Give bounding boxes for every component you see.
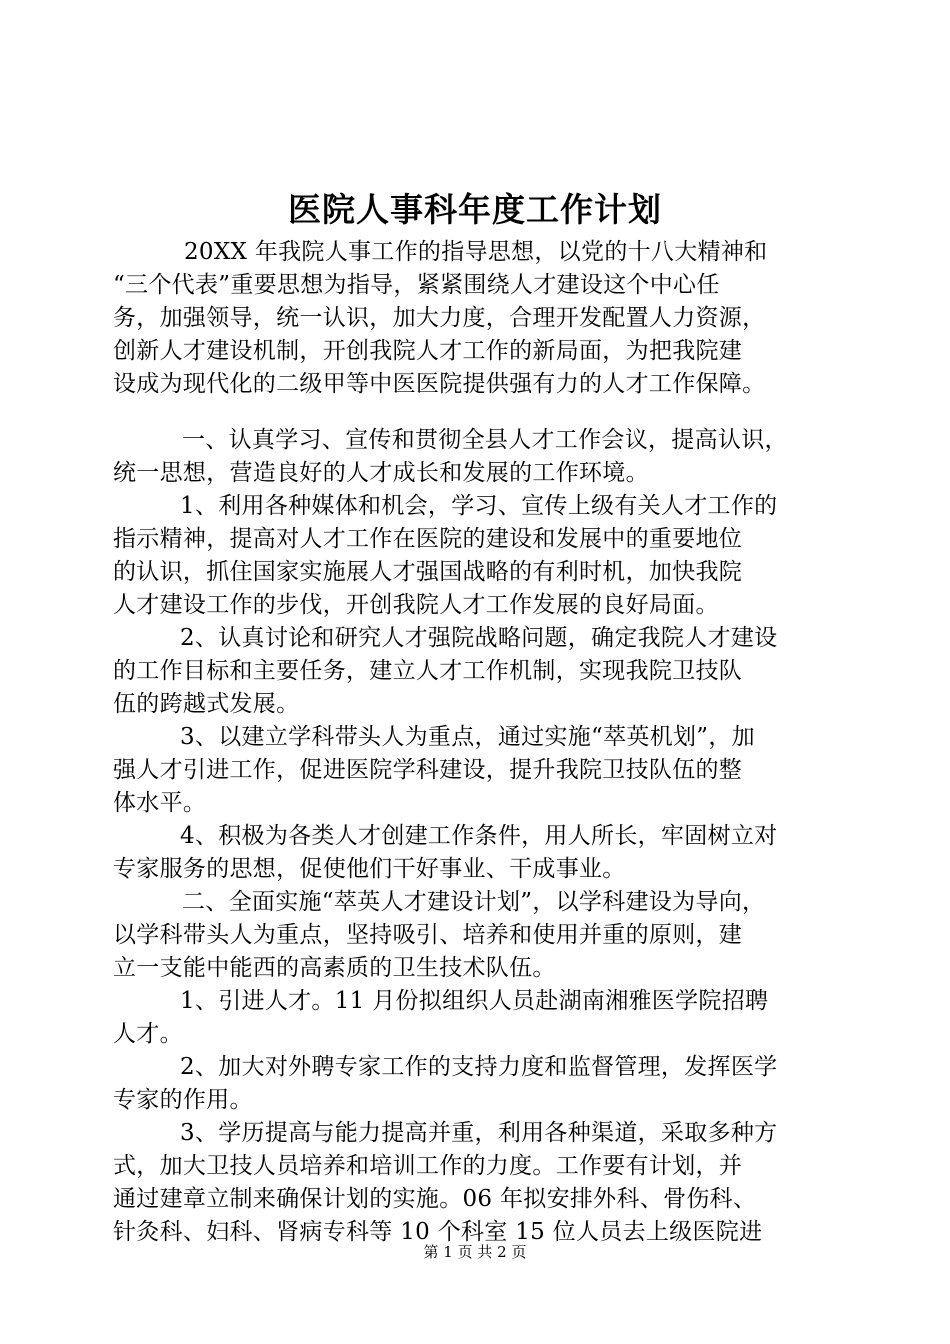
paragraph-line: 务，加强领导，统一认识，加大力度，合理开发配置人力资源， (113, 305, 766, 331)
paragraph-line: 人才。 (113, 1021, 183, 1047)
paragraph-line: 20XX 年我院人事工作的指导思想，以党的十八大精神和 (184, 239, 768, 265)
paragraph-line: 2、认真讨论和研究人才强院战略问题，确定我院人才建设 (180, 625, 778, 651)
paragraph-line: 的认识，抓住国家实施展人才强国战略的有利时机，加快我院 (113, 559, 743, 585)
paragraph-line: 4、积极为各类人才创建工作条件，用人所长，牢固树立对 (180, 823, 778, 849)
paragraph-line: 设成为现代化的二级甲等中医医院提供强有力的人才工作保障。 (113, 371, 766, 397)
section-heading-line: 二、全面实施“萃英人才建设计划”，以学科建设为导向， (182, 889, 766, 915)
paragraph-line: 1、利用各种媒体和机会，学习、宣传上级有关人才工作的 (180, 493, 778, 519)
paragraph-line: 伍的跨越式发展。 (113, 691, 300, 717)
paragraph-line: 人才建设工作的步伐，开创我院人才工作发展的良好局面。 (113, 592, 719, 618)
page-title: 医院人事科年度工作计划 (288, 190, 662, 229)
paragraph-line: 3、以建立学科带头人为重点，通过实施“萃英机划”，加 (180, 724, 755, 750)
section-heading-line: 统一思想，营造良好的人才成长和发展的工作环境。 (113, 460, 649, 486)
paragraph-line: 3、学历提高与能力提高并重，利用各种渠道，采取多种方 (180, 1120, 778, 1146)
paragraph-line: 专家服务的思想，促使他们干好事业、干成事业。 (113, 856, 626, 882)
paragraph-line: 强人才引进工作，促进医院学科建设，提升我院卫技队伍的整 (113, 757, 743, 783)
paragraph-line: 通过建章立制来确保计划的实施。06 年拟安排外科、骨伤科、 (113, 1186, 757, 1212)
paragraph-line: 针灸科、妇科、肾病专科等 10 个科室 15 位人员去上级医院进 (113, 1219, 763, 1245)
paragraph-line: 指示精神，提高对人才工作在医院的建设和发展中的重要地位 (113, 526, 743, 552)
paragraph-line: 专家的作用。 (113, 1087, 253, 1113)
section-heading-line: 一、认真学习、宣传和贯彻全县人才工作会议，提高认识， (182, 427, 788, 453)
paragraph-line: 式，加大卫技人员培养和培训工作的力度。工作要有计划，并 (113, 1153, 743, 1179)
paragraph-line: “三个代表”重要思想为指导，紧紧围绕人才建设这个中心任 (113, 272, 720, 298)
paragraph-line: 体水平。 (113, 790, 207, 816)
section-heading-line: 立一支能中能西的高素质的卫生技术队伍。 (113, 955, 556, 981)
section-heading-line: 以学科带头人为重点，坚持吸引、培养和使用并重的原则，建 (113, 922, 743, 948)
page-footer: 第 1 页 共 2 页 (423, 1243, 527, 1261)
paragraph-line: 2、加大对外聘专家工作的支持力度和监督管理，发挥医学 (180, 1054, 778, 1080)
paragraph-line: 的工作目标和主要任务，建立人才工作机制，实现我院卫技队 (113, 658, 743, 684)
paragraph-line: 创新人才建设机制，开创我院人才工作的新局面，为把我院建 (113, 338, 743, 364)
paragraph-line: 1、引进人才。11 月份拟组织人员赴湖南湘雅医学院招聘 (180, 988, 769, 1014)
